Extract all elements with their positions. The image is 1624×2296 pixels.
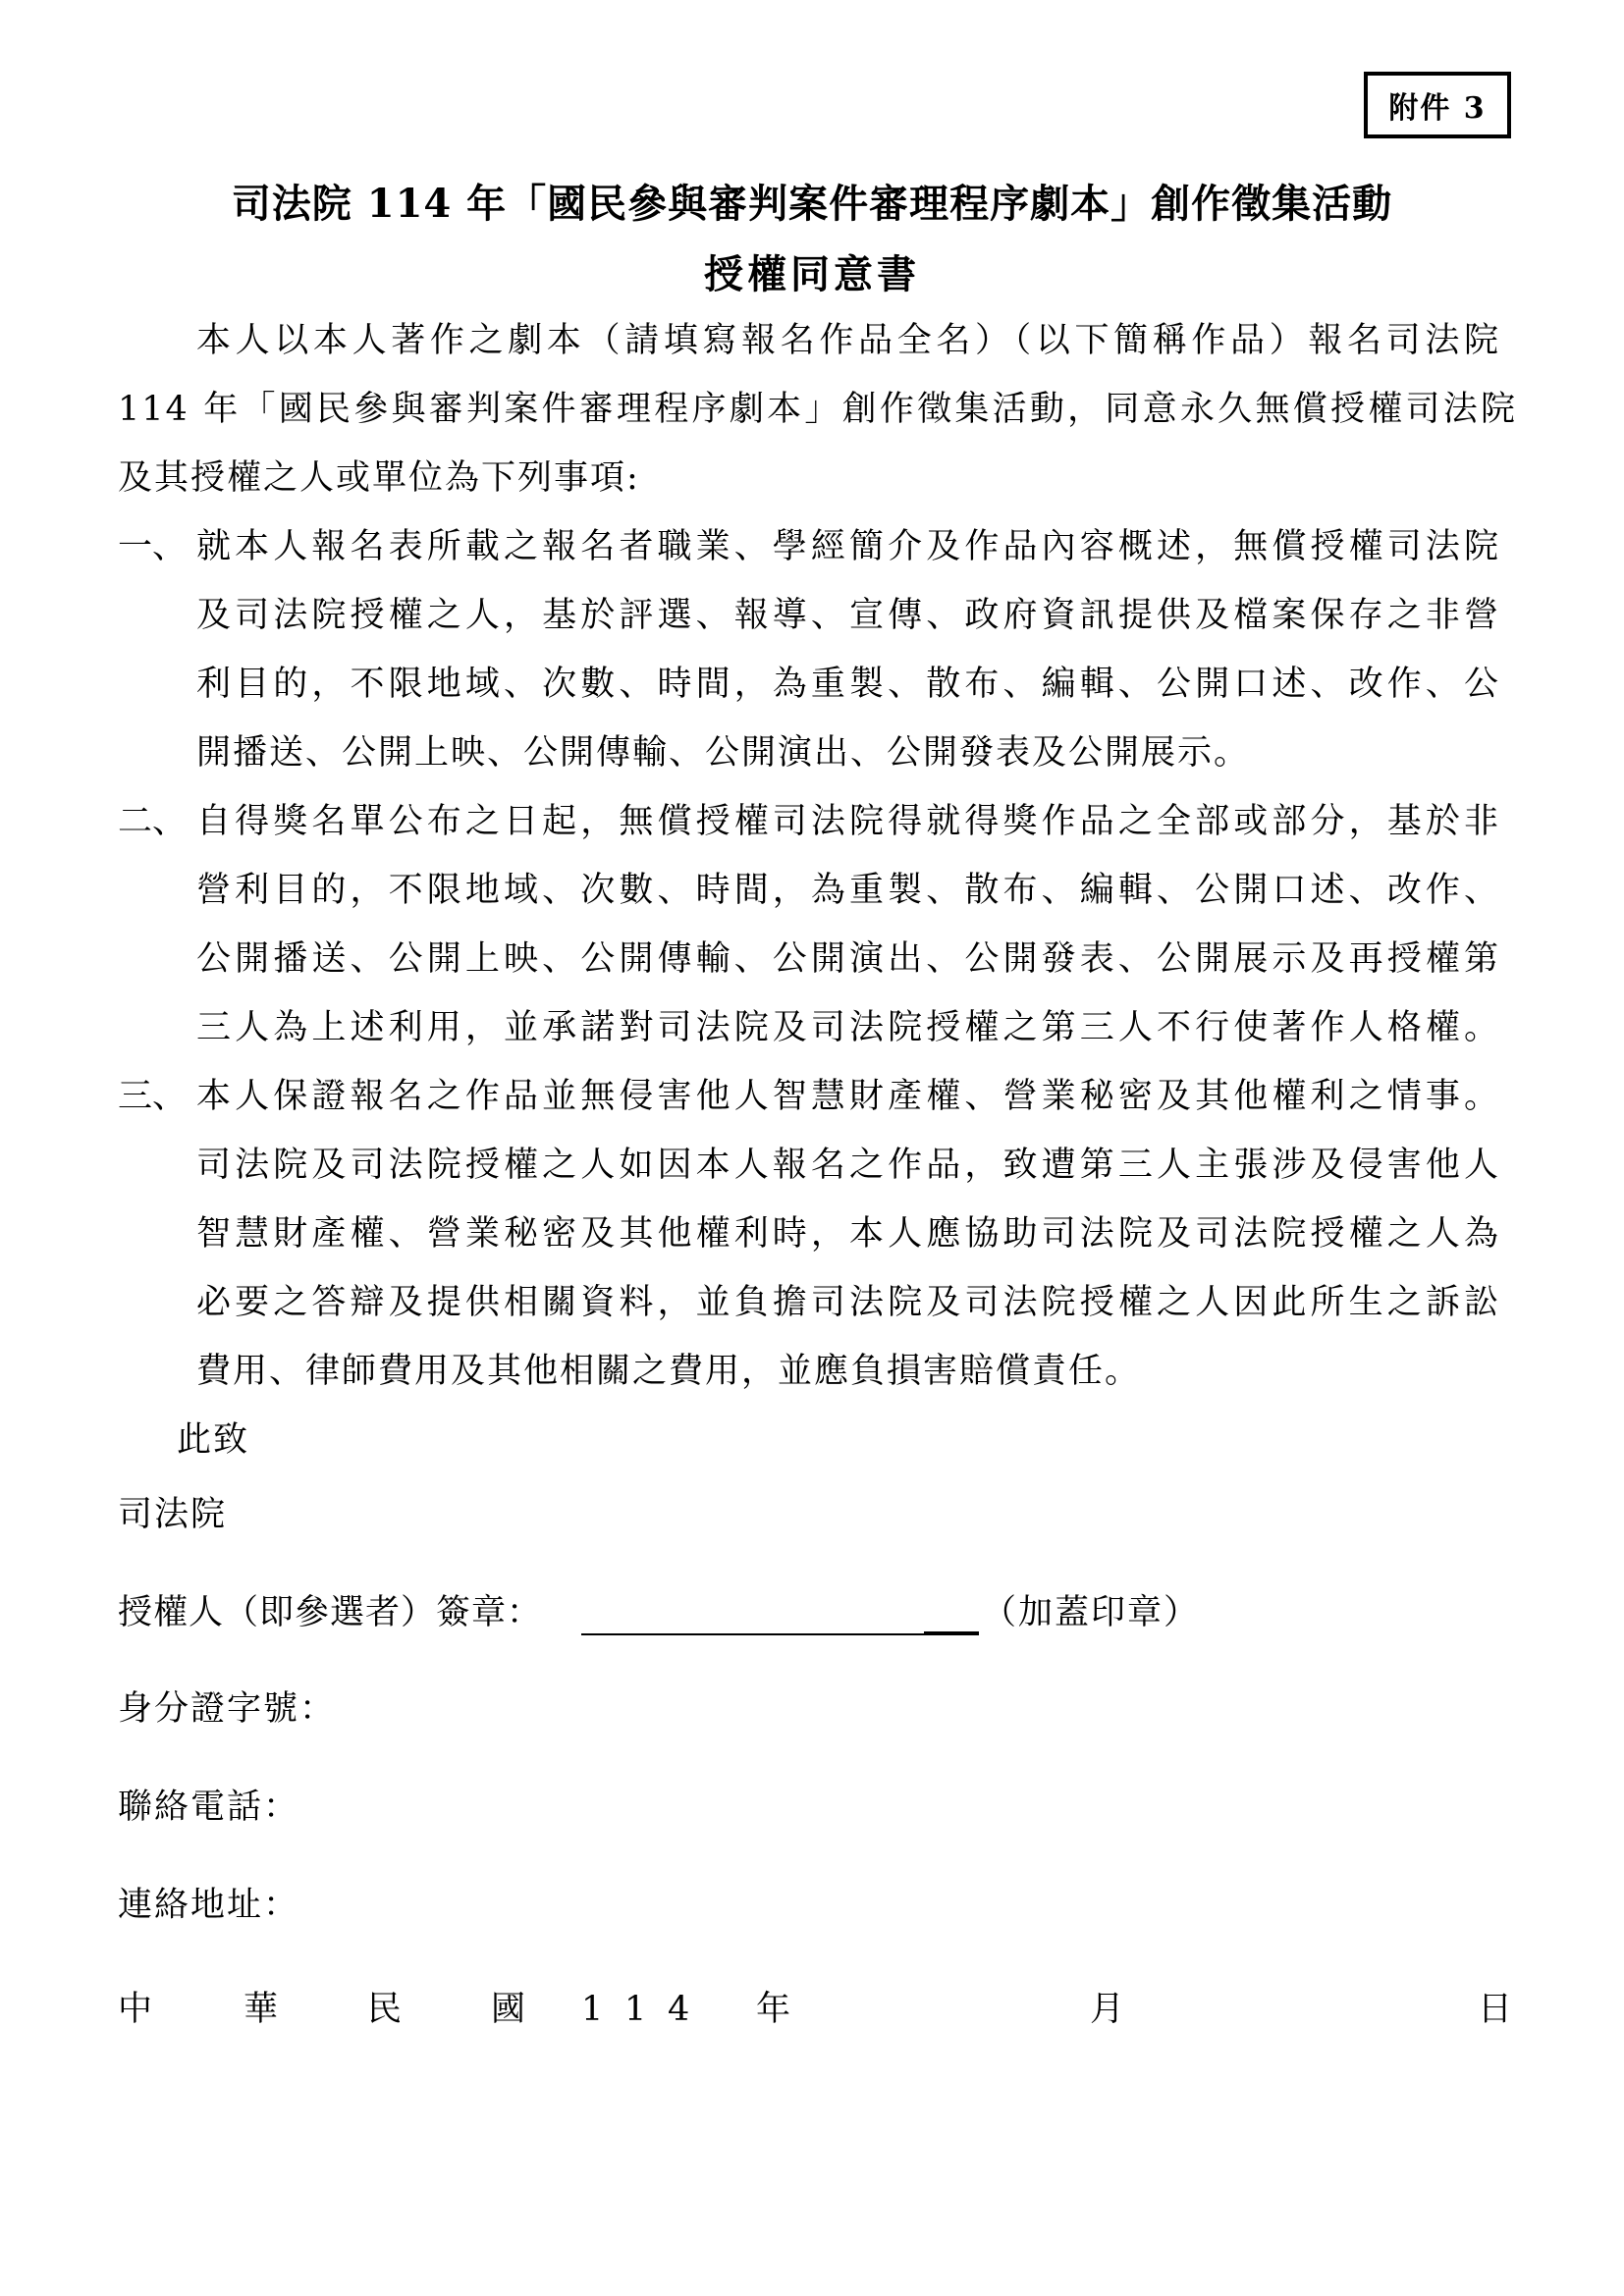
clause-line: 本人保證報名之作品並無侵害他人智慧財產權、營業秘密及其他權利之情事。 xyxy=(196,1077,1500,1116)
clause-line: 及司法院授權之人，基於評選、報導、宣傳、政府資訊提供及檔案保存之非營 xyxy=(196,596,1500,635)
id-number-field[interactable] xyxy=(334,1686,923,1732)
date-char: 民 xyxy=(367,1990,403,2029)
date-year-digit: 1 xyxy=(581,1990,604,2029)
signature-label: 授權人（即參選者）簽章： xyxy=(118,1593,543,1632)
clause-line: 費用、律師費用及其他相關之費用，並應負損害賠償責任。 xyxy=(196,1352,1142,1391)
date-char: 國 xyxy=(491,1990,526,2029)
date-day-field[interactable] xyxy=(1178,1987,1473,2032)
address-label: 連絡地址： xyxy=(118,1886,300,1925)
date-day-label: 日 xyxy=(1478,1990,1513,2029)
address-field[interactable] xyxy=(295,1883,1473,1928)
clause-line: 必要之答辯及提供相關資料，並負擔司法院及司法院授權之人因此所生之訴訟 xyxy=(196,1283,1500,1322)
clause-line: 公開播送、公開上映、公開傳輸、公開演出、公開發表、公開展示及再授權第 xyxy=(196,939,1500,979)
phone-field[interactable] xyxy=(295,1785,884,1830)
attachment-label-text: 附件 3 xyxy=(1388,91,1487,126)
intro-line: 及其授權之人或單位為下列事項: xyxy=(118,458,640,498)
signature-field[interactable] xyxy=(589,1590,972,1635)
clause-line: 利目的，不限地域、次數、時間，為重製、散布、編輯、公開口述、改作、公 xyxy=(196,665,1500,704)
clause-line: 就本人報名表所載之報名者職業、學經簡介及作品內容概述，無償授權司法院 xyxy=(196,527,1500,566)
id-number-label: 身分證字號： xyxy=(118,1689,337,1729)
document-subtitle: 授權同意書 xyxy=(704,251,920,297)
clause-number: 一、 xyxy=(118,527,188,566)
clause-line: 營利目的，不限地域、次數、時間，為重製、散布、編輯、公開口述、改作、 xyxy=(196,871,1500,910)
clause-line: 智慧財產權、營業秘密及其他權利時，本人應協助司法院及司法院授權之人為 xyxy=(196,1214,1500,1254)
seal-note: （加蓋印章） xyxy=(982,1593,1201,1632)
clause-line: 司法院及司法院授權之人如因本人報名之作品，致遭第三人主張涉及侵害他人 xyxy=(196,1146,1500,1185)
signature-underline-end xyxy=(924,1631,979,1635)
clause-line: 自得獎名單公布之日起，無償授權司法院得就得獎作品之全部或部分，基於非 xyxy=(196,802,1500,841)
phone-label: 聯絡電話： xyxy=(118,1788,300,1827)
date-char: 中 xyxy=(118,1990,153,2029)
clause-line: 三人為上述利用，並承諾對司法院及司法院授權之第三人不行使著作人格權。 xyxy=(196,1008,1500,1047)
clause-number: 二、 xyxy=(118,802,188,841)
salutation: 此致 xyxy=(177,1420,250,1460)
date-year-digit: 1 xyxy=(624,1990,647,2029)
signature-underline xyxy=(581,1633,979,1635)
intro-line: 本人以本人著作之劇本（請填寫報名作品全名）（以下簡稱作品）報名司法院 xyxy=(196,321,1500,360)
recipient: 司法院 xyxy=(118,1495,228,1534)
date-char: 華 xyxy=(244,1990,279,2029)
date-month-label: 月 xyxy=(1090,1990,1125,2029)
date-year-digit: 4 xyxy=(668,1990,690,2029)
date-year-label: 年 xyxy=(756,1990,791,2029)
date-month-field[interactable] xyxy=(835,1987,1080,2032)
clause-number: 三、 xyxy=(118,1077,188,1116)
intro-line: 114 年「國民參與審判案件審理程序劇本」創作徵集活動，同意永久無償授權司法院 xyxy=(118,390,1517,429)
clause-line: 開播送、公開上映、公開傳輸、公開演出、公開發表及公開展示。 xyxy=(196,733,1251,773)
document-title: 司法院 114 年「國民參與審判案件審理程序劇本」創作徵集活動 xyxy=(231,181,1393,227)
attachment-label xyxy=(1364,72,1511,138)
